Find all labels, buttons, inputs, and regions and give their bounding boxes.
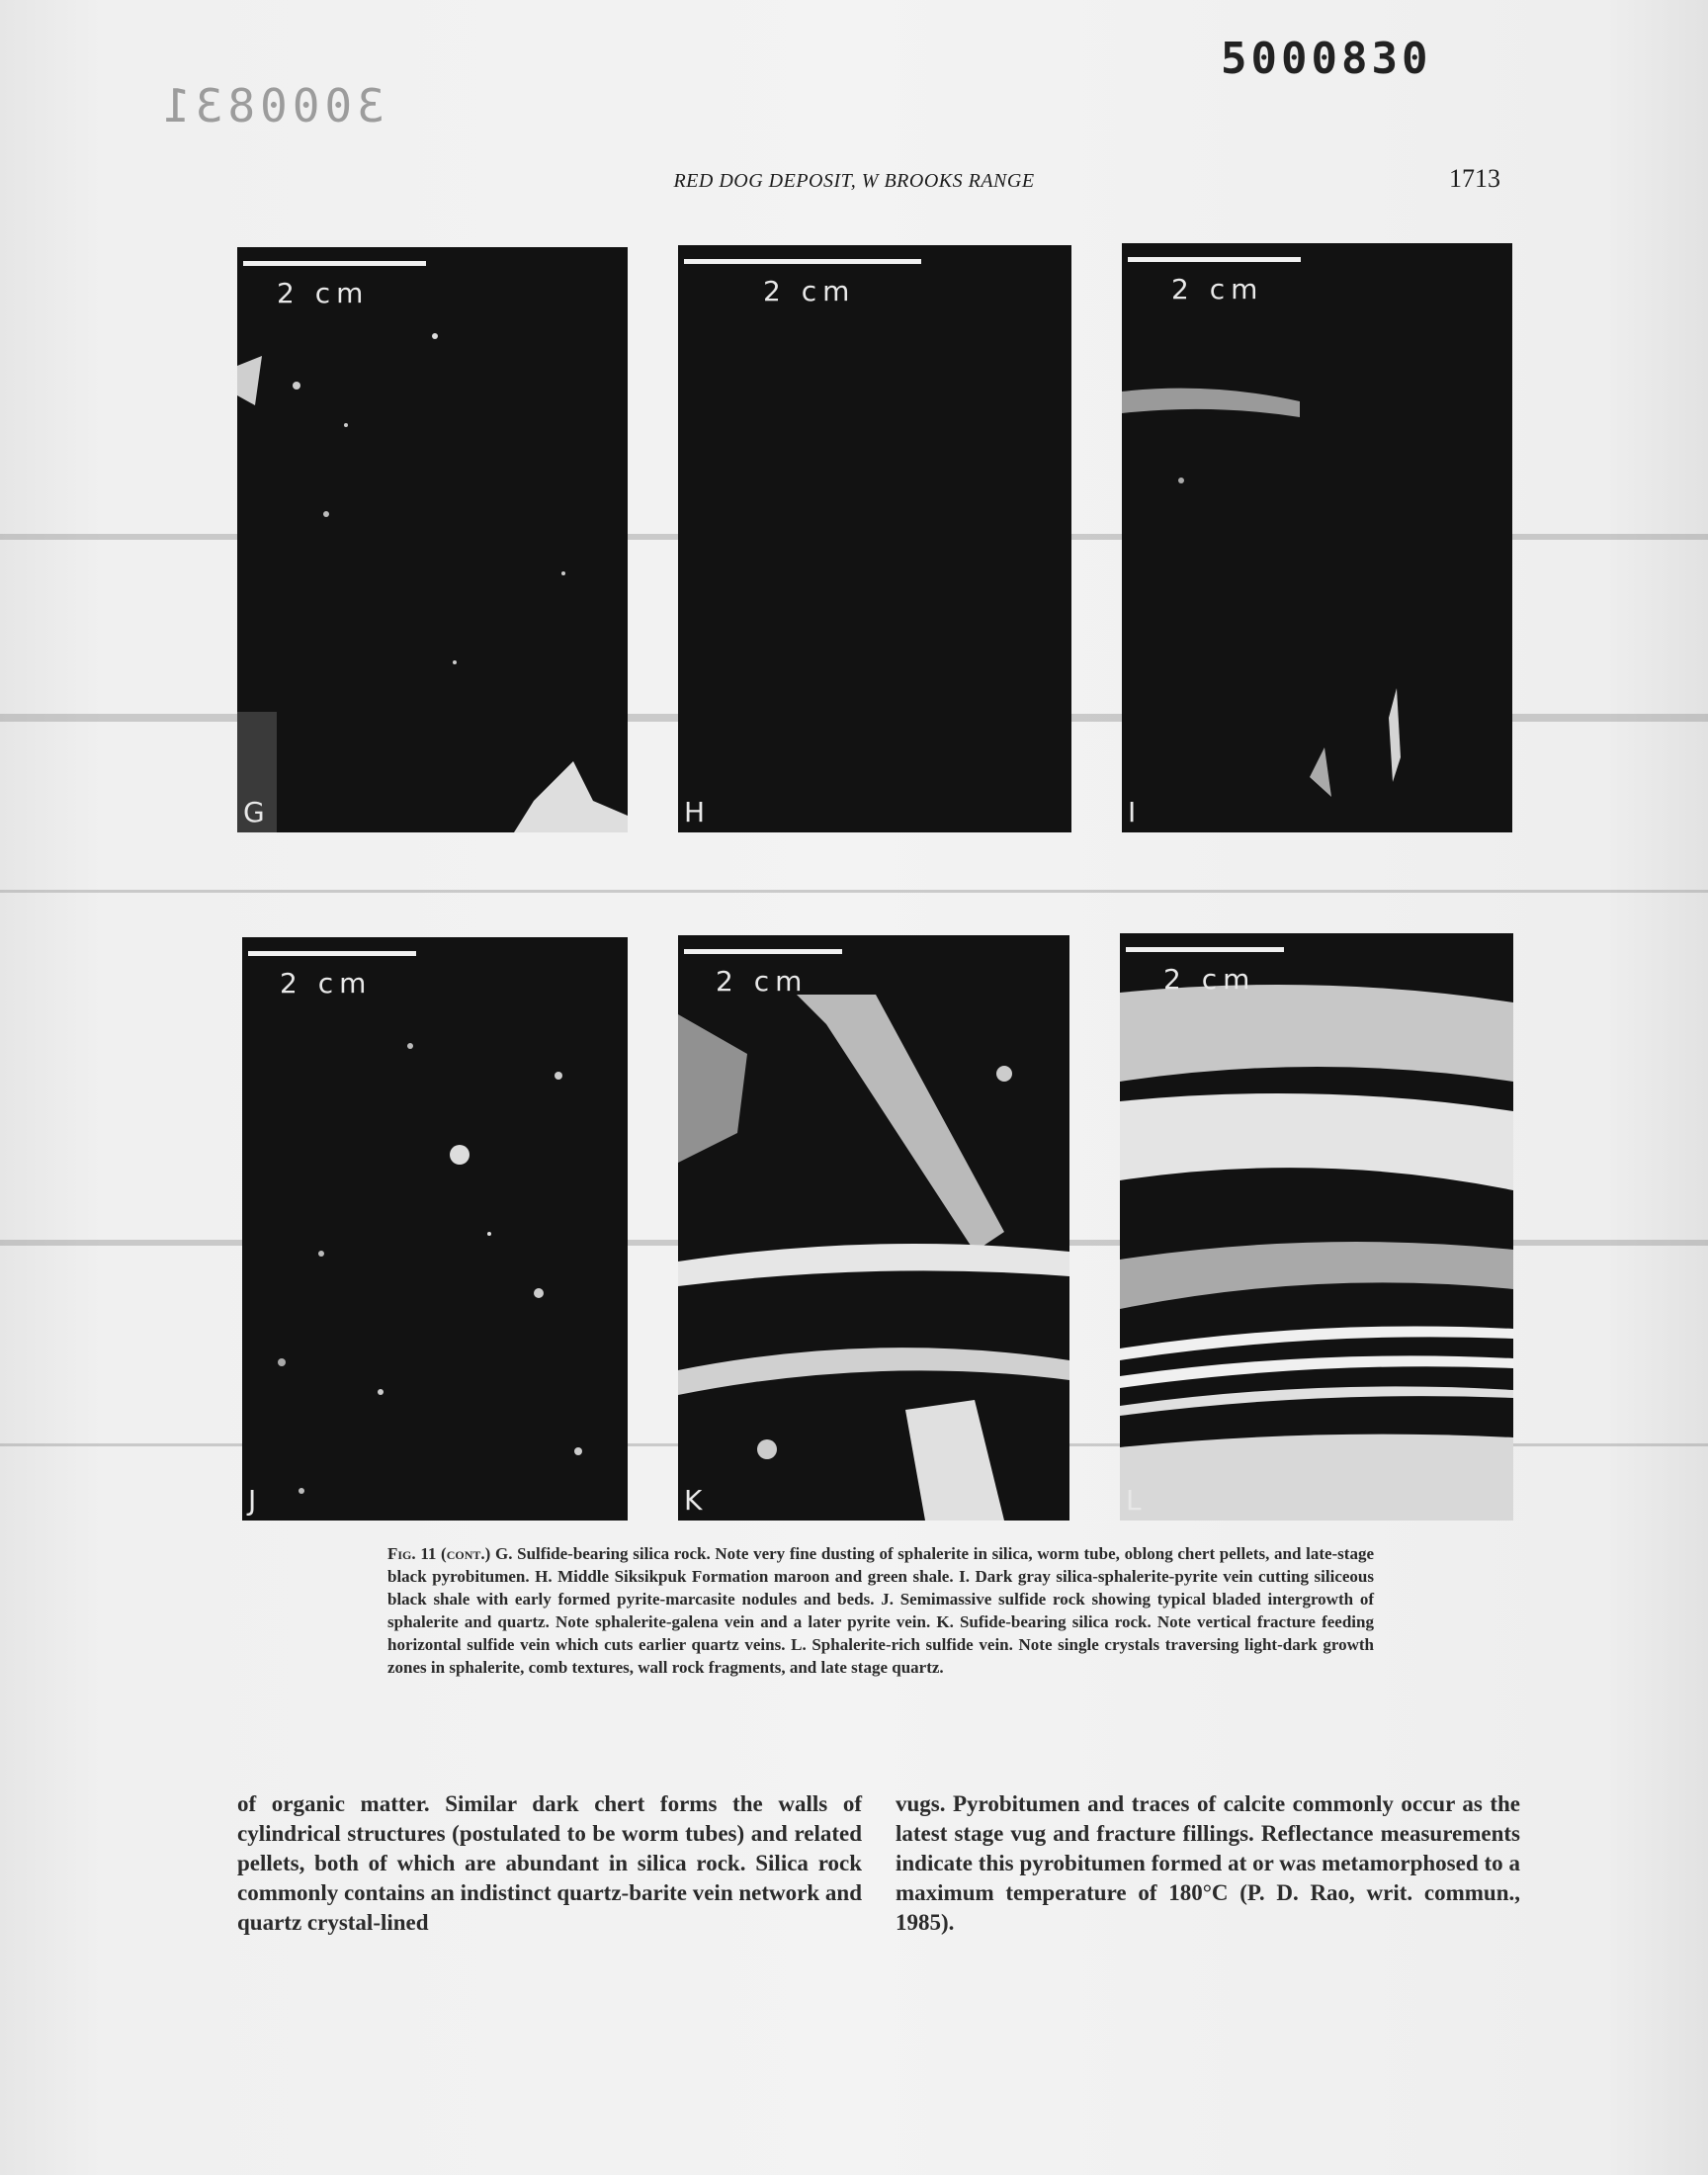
figure-caption <box>387 1542 1374 1679</box>
scale-bar <box>243 261 426 266</box>
scale-bar <box>684 949 842 954</box>
panel-letter: J <box>248 1484 257 1517</box>
page-number: 1713 <box>1449 164 1500 193</box>
scan-streak <box>0 890 1708 893</box>
panel-letter: H <box>684 796 706 828</box>
panel-g-texture <box>237 247 628 832</box>
panel-letter: K <box>684 1484 703 1517</box>
panel-letter: L <box>1126 1484 1142 1517</box>
panel-i-texture <box>1122 243 1512 832</box>
scale-label: 2 cm <box>280 967 373 1000</box>
document-stamp-number: 5000830 <box>1221 34 1432 84</box>
scale-bar <box>248 951 416 956</box>
photo-panel-i <box>1122 243 1512 832</box>
panel-j-texture <box>242 937 628 1521</box>
photo-panel-h <box>678 245 1071 832</box>
scale-bar <box>1128 257 1301 262</box>
bleed-through-stamp: 3000831 <box>158 79 384 132</box>
scale-bar <box>1126 947 1284 952</box>
figure-label: Fig. 11 (cont.) <box>387 1544 491 1563</box>
body-text-right-column: vugs. Pyrobitumen and traces of calcite commonly occur as the latest stage vug and fracture fillings. Reflectance measurements indicate this pyrobitumen formed at or was metamorphosed to a maximum temperature of 180°C (P. D. Rao, writ. commun., 1985). <box>896 1791 1520 1935</box>
scale-label: 2 cm <box>1163 963 1256 996</box>
scale-label: 2 cm <box>716 965 809 998</box>
photo-panel-l <box>1120 933 1513 1521</box>
photo-panel-g <box>237 247 628 832</box>
photo-panel-j <box>242 937 628 1521</box>
photo-panel-k <box>678 935 1069 1521</box>
caption-text: G. Sulfide-bearing silica rock. Note very fine dusting of sphalerite in silica, worm tube, oblong chert pellets, and late-stage black pyrobitumen. H. Middle Siksikpuk Formation maroon and green shale. I. Dark gray silica-sphalerite-pyrite vein cutting siliceous black shale with early formed pyrite-marcasite nodules and beds. J. Semimassive sulfide rock showing typical bladed intergrowth of sphalerite and quartz. Note sphalerite-galena vein and a later pyrite vein. K. Sufide-bearing silica rock. Note vertical fracture feeding horizontal sulfide vein which cuts earlier quartz veins. L. Sphalerite-rich sulfide vein. Note single crystals traversing light-dark growth zones in sphalerite, comb textures, wall rock fragments, and late stage quartz. <box>387 1544 1375 1677</box>
scale-label: 2 cm <box>1171 273 1264 305</box>
panel-letter: I <box>1128 796 1137 828</box>
body-text-left-column: of organic matter. Similar dark chert forms the walls of cylindrical structures (postulated to be worm tubes) and related pellets, both of which are abundant in silica rock. Silica rock commonly contains an indistinct quartz-barite vein network and quartz crystal-lined <box>237 1791 862 1935</box>
scale-bar <box>684 259 921 264</box>
scale-label: 2 cm <box>763 275 856 307</box>
panel-letter: G <box>243 796 265 828</box>
panel-k-texture <box>678 935 1069 1521</box>
running-head: RED DOG DEPOSIT, W BROOKS RANGE <box>673 170 1035 192</box>
panel-l-texture <box>1120 933 1513 1521</box>
scale-label: 2 cm <box>277 277 370 309</box>
